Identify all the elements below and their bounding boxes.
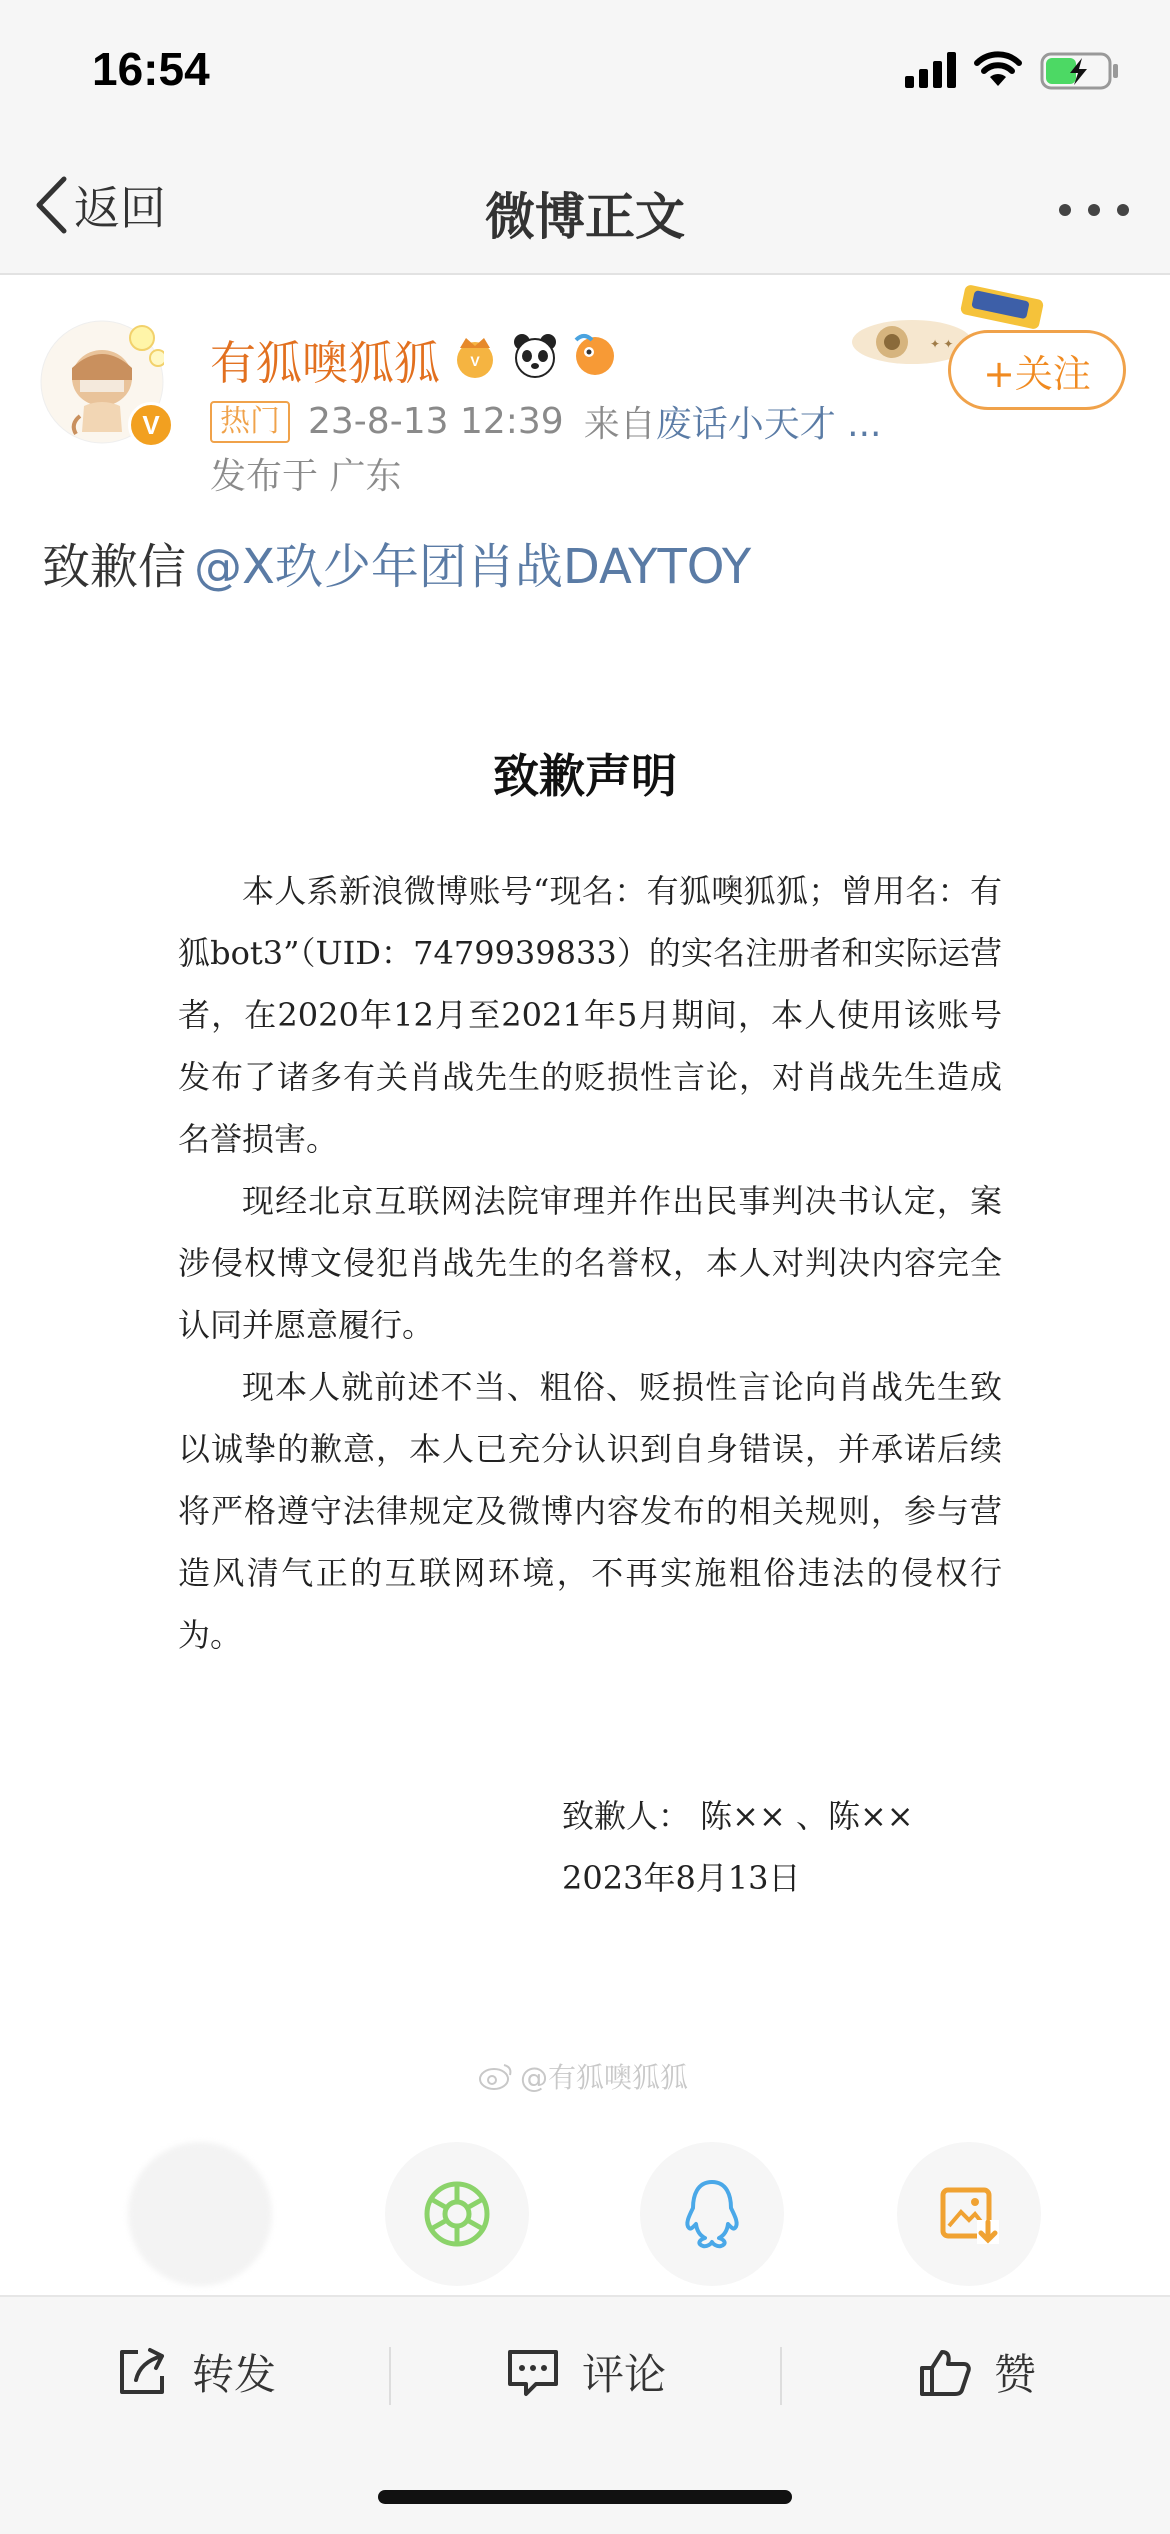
page-title: 微博正文	[485, 188, 685, 246]
home-indicator[interactable]	[378, 2490, 792, 2504]
post-text: 致歉信	[42, 539, 187, 595]
svg-text:✦ ✦: ✦ ✦	[930, 337, 954, 351]
share-wechat-button[interactable]	[128, 2142, 272, 2286]
post-location: 发布于 广东	[210, 456, 402, 497]
document-title: 致歉声明	[493, 749, 677, 803]
like-label: 赞	[994, 2350, 1037, 2399]
moments-icon	[422, 2179, 492, 2249]
thumbs-up-icon	[918, 2346, 972, 2398]
image-watermark	[478, 2056, 688, 2096]
document-paragraph: 本人系新浪微博账号“现名：有狐噢狐狐；曾用名：有狐bot3”（UID：7479939833）的实名注册者和实际运营者，在2020年12月至2021年5月期间，本人使用该账号发布了诸多有关肖战先生的贬损性言论，对肖战先生造成名誉损害。	[178, 872, 1002, 1158]
cellular-signal-icon	[905, 52, 957, 88]
user-badges	[448, 330, 622, 380]
repost-label: 转发	[192, 2350, 277, 2399]
share-moments-button[interactable]	[385, 2142, 529, 2286]
document-paragraph: 现经北京互联网法院审理并作出民事判决书认定，案涉侵权博文侵犯肖战先生的名誉权，本人对判决内容完全认同并愿意履行。	[178, 1182, 1002, 1344]
watermark-text: @有狐噢狐狐	[520, 2061, 689, 2094]
share-qq-button[interactable]	[640, 2142, 784, 2286]
crown-badge-icon	[448, 330, 502, 380]
document-body	[178, 860, 1002, 1666]
username[interactable]: 有狐噢狐狐	[210, 336, 440, 390]
post-image-apology-letter[interactable]	[40, 660, 1130, 2110]
document-signer: 致歉人： 陈×× 、陈××	[562, 1797, 914, 1835]
post-timestamp: 23-8-13 12:39	[308, 401, 564, 442]
document-date: 2023年8月13日	[562, 1859, 801, 1897]
comment-button[interactable]	[506, 2337, 666, 2407]
mention-link[interactable]: @X玖少年团肖战DAYTOY	[194, 539, 752, 595]
status-bar	[0, 0, 1170, 145]
weibo-logo-icon	[478, 2061, 514, 2091]
post-source[interactable]: 废话小天才 ...	[655, 404, 882, 445]
verified-badge: V	[128, 402, 174, 448]
action-divider	[389, 2347, 391, 2405]
back-label: 返回	[74, 181, 166, 235]
wifi-icon	[973, 50, 1023, 88]
like-button[interactable]	[918, 2337, 1036, 2407]
document-signature	[562, 1785, 914, 1909]
status-time: 16:54	[92, 43, 210, 95]
repost-button[interactable]	[116, 2337, 276, 2407]
panda-badge-icon	[508, 330, 562, 380]
more-options-icon[interactable]	[1058, 203, 1130, 217]
battery-charging-icon	[1040, 52, 1120, 90]
fish-badge-icon	[568, 330, 622, 380]
svg-text:V: V	[470, 353, 480, 369]
navigation-bar	[0, 145, 1170, 275]
share-row	[0, 2130, 1170, 2280]
repost-icon	[116, 2346, 170, 2398]
image-download-icon	[937, 2182, 1001, 2246]
document-paragraph: 现本人就前述不当、粗俗、贬损性言论向肖战先生致以诚挚的歉意，本人已充分认识到自身错误，并承诺后续将严格遵守法律规定及微博内容发布的相关规则，参与营造风清气正的互联网环境，不再实施粗俗违法的侵权行为。	[178, 1368, 1002, 1654]
post-meta	[210, 396, 882, 447]
post-content	[42, 528, 751, 597]
follow-button[interactable]: +关注	[948, 330, 1126, 410]
comment-icon	[506, 2346, 560, 2398]
qq-penguin-icon	[681, 2178, 743, 2250]
save-image-button[interactable]	[897, 2142, 1041, 2286]
action-divider	[780, 2347, 782, 2405]
source-prefix: 来自	[583, 404, 656, 445]
hot-tag: 热门	[210, 401, 290, 443]
comment-label: 评论	[582, 2350, 667, 2399]
